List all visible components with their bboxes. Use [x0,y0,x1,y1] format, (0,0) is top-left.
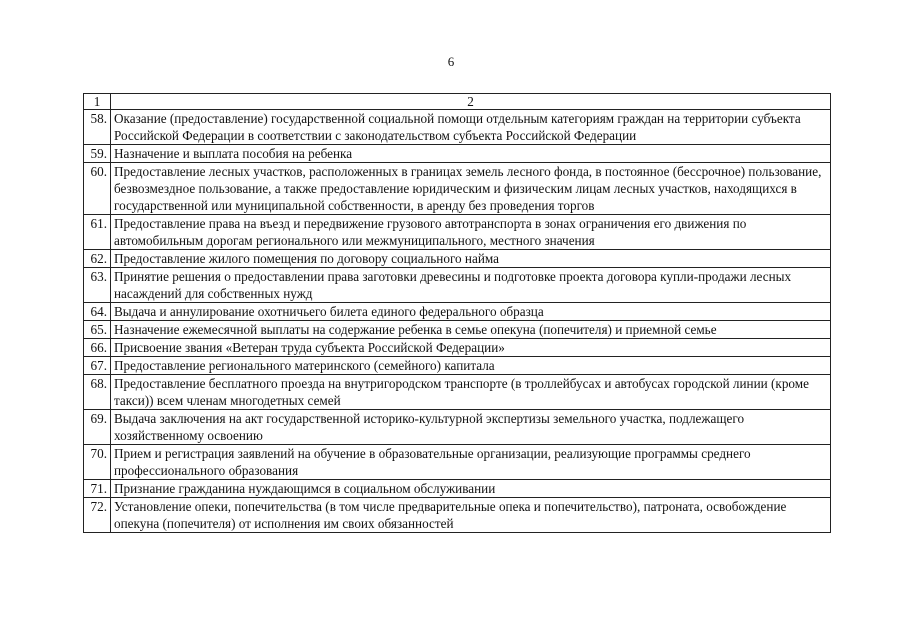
column-header-service: 2 [111,94,831,110]
row-number: 59. [84,145,111,163]
row-number: 66. [84,339,111,357]
services-table [83,93,831,533]
table-row [84,480,831,498]
service-name: Предоставление регионального материнского (семейного) капитала [111,357,831,375]
table-row [84,445,831,480]
table-row [84,145,831,163]
table-row [84,357,831,375]
service-name: Назначение и выплата пособия на ребенка [111,145,831,163]
row-number: 60. [84,163,111,215]
table-row [84,339,831,357]
column-header-number: 1 [84,94,111,110]
row-number: 64. [84,303,111,321]
service-name: Принятие решения о предоставлении права заготовки древесины и подготовке проекта договора купли-продажи лесных насаждений для собственных нужд [111,268,831,303]
table-row [84,250,831,268]
table-row [84,110,831,145]
service-name: Оказание (предоставление) государственной социальной помощи отдельным категориям граждан на территории субъекта Российской Федерации в соответствии с законодательством субъекта Российской Федерации [111,110,831,145]
service-name: Признание гражданина нуждающимся в социальном обслуживании [111,480,831,498]
service-name: Назначение ежемесячной выплаты на содержание ребенка в семье опекуна (попечителя) и приемной семье [111,321,831,339]
table-row [84,321,831,339]
table-header-row [84,94,831,110]
service-name: Предоставление права на въезд и передвижение грузового автотранспорта в зонах ограничения его движения по автомобильным дорогам регионального или межмуниципального, местного значения [111,215,831,250]
service-name: Присвоение звания «Ветеран труда субъекта Российской Федерации» [111,339,831,357]
table-row [84,268,831,303]
service-name: Предоставление лесных участков, расположенных в границах земель лесного фонда, в постоянное (бессрочное) пользование, безвозмездное пользование, а также предоставление юридическим и физическим лицам лесных участков, находящихся в государственной или муниципальной собственности, в аренду без проведения торгов [111,163,831,215]
row-number: 65. [84,321,111,339]
table-row [84,498,831,533]
service-name: Выдача заключения на акт государственной историко-культурной экспертизы земельного участка, подлежащего хозяйственному освоению [111,410,831,445]
table-row [84,410,831,445]
page-number: 6 [447,54,455,69]
service-name: Прием и регистрация заявлений на обучение в образовательные организации, реализующие программы среднего профессионального образования [111,445,831,480]
table-row [84,375,831,410]
row-number: 58. [84,110,111,145]
table-row [84,215,831,250]
service-name: Предоставление жилого помещения по договору социального найма [111,250,831,268]
table-row [84,163,831,215]
row-number: 61. [84,215,111,250]
service-name: Выдача и аннулирование охотничьего билета единого федерального образца [111,303,831,321]
row-number: 67. [84,357,111,375]
table-row [84,303,831,321]
row-number: 71. [84,480,111,498]
row-number: 72. [84,498,111,533]
row-number: 63. [84,268,111,303]
row-number: 62. [84,250,111,268]
row-number: 70. [84,445,111,480]
row-number: 69. [84,410,111,445]
service-name: Установление опеки, попечительства (в том числе предварительные опека и попечительство), патроната, освобождение опекуна (попечителя) от исполнения им своих обязанностей [111,498,831,533]
row-number: 68. [84,375,111,410]
service-name: Предоставление бесплатного проезда на внутригородском транспорте (в троллейбусах и автобусах городской линии (кроме такси)) всем членам многодетных семей [111,375,831,410]
